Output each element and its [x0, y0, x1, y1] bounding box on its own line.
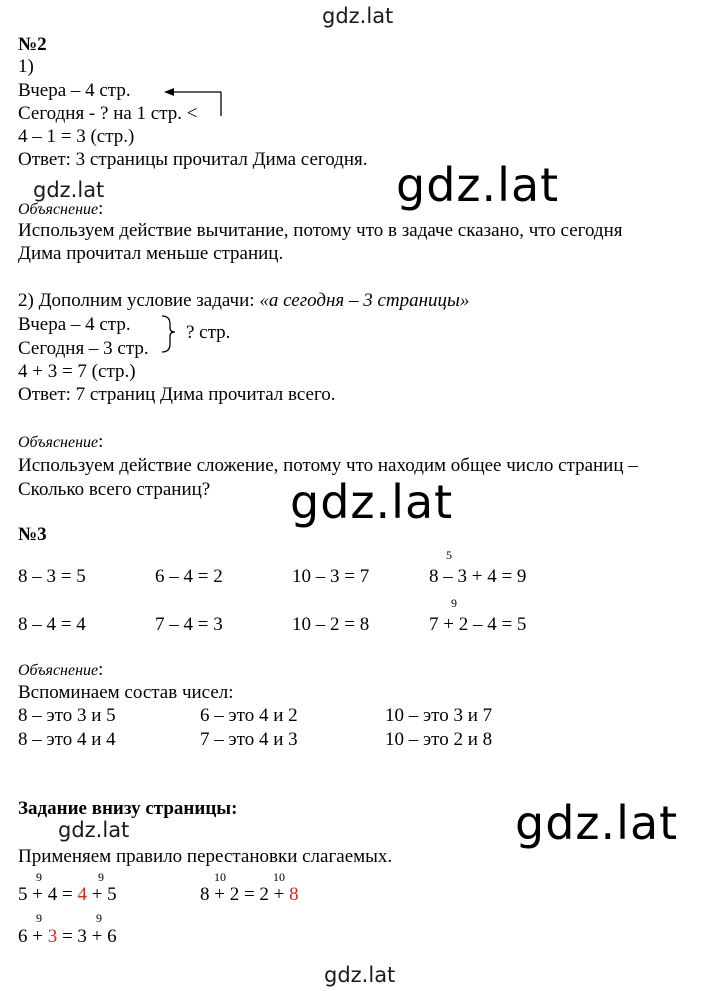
task2-part2-answer: Ответ: 7 страниц Дима прочитал всего. [18, 384, 336, 405]
task3-heading: №3 [18, 524, 47, 545]
task2-part2-calc: 4 + 3 = 7 (стр.) [18, 361, 136, 382]
task3-row2-expr2: 7 – 4 = 3 [155, 614, 223, 635]
watermark-small: gdz.lat [33, 178, 105, 202]
task2-part1-label: 1) [18, 56, 34, 77]
composition-item: 8 – это 4 и 4 [18, 729, 116, 750]
task2-part2-line2: Сегодня – 3 стр. [18, 338, 149, 359]
task3-row2-expr1: 8 – 4 = 4 [18, 614, 86, 635]
task3-row1-intermediate: 5 [446, 548, 452, 562]
watermark-small: gdz.lat [58, 818, 130, 842]
task2-part2-explanation-line1: Используем действие сложение, потому что находим общее число страниц – [18, 455, 638, 476]
task2-part2-intro: 2) Дополним условие задачи: «а сегодня – 3 страницы» [18, 290, 470, 311]
composition-item: 6 – это 4 и 2 [200, 705, 298, 726]
task2-part1-answer: Ответ: 3 страницы прочитал Дима сегодня. [18, 149, 368, 170]
composition-item: 8 – это 3 и 5 [18, 705, 116, 726]
task2-part1-line2: Сегодня - ? на 1 стр. < [18, 103, 198, 124]
task3-explanation-label: Объяснение: [18, 659, 104, 680]
arrow-head-icon [164, 88, 174, 96]
eq1-left-sum: 9 [36, 870, 42, 884]
brace-icon [162, 316, 175, 352]
task3-row2-intermediate: 9 [451, 596, 457, 610]
composition-item: 10 – это 3 и 7 [385, 705, 493, 726]
watermark-bottom: gdz.lat [324, 963, 396, 987]
task2-part1-explanation-line1: Используем действие вычитание, потому что в задаче сказано, что сегодня [18, 220, 623, 241]
equation-3: 6 + 3 = 3 + 6 [18, 926, 117, 947]
task2-part1-line1: Вчера – 4 стр. [18, 80, 131, 101]
composition-item: 10 – это 2 и 8 [385, 729, 493, 750]
task2-part1-explanation-label: Объяснение: [18, 198, 104, 219]
bottom-task-heading: Задание внизу страницы: [18, 798, 238, 819]
watermark-large: gdz.lat [396, 158, 560, 212]
task2-part2-explanation-line2: Сколько всего страниц? [18, 479, 211, 500]
task3-row1-expr3: 10 – 3 = 7 [292, 566, 370, 587]
task3-row1-expr2: 6 – 4 = 2 [155, 566, 223, 587]
eq3-left-sum: 9 [36, 911, 42, 925]
equation-2: 8 + 2 = 2 + 8 [200, 884, 299, 905]
watermark-top: gdz.lat [322, 4, 394, 28]
task2-part2-question: ? стр. [186, 322, 231, 343]
task2-heading: №2 [18, 34, 47, 55]
eq2-right-sum: 10 [273, 870, 285, 884]
task2-part2-explanation-label: Объяснение: [18, 431, 104, 452]
equation-1: 5 + 4 = 4 + 5 [18, 884, 117, 905]
task2-part2-line1: Вчера – 4 стр. [18, 314, 131, 335]
eq3-right-sum: 9 [96, 911, 102, 925]
task3-row2-expr3: 10 – 2 = 8 [292, 614, 370, 635]
task2-part1-explanation-line2: Дима прочитал меньше страниц. [18, 243, 284, 264]
watermark-large: gdz.lat [515, 796, 679, 850]
task2-part1-calc: 4 – 1 = 3 (стр.) [18, 126, 135, 147]
watermark-large: gdz.lat [290, 475, 454, 529]
task3-row1-expr4: 8 – 3 + 4 = 9 [429, 566, 527, 587]
task3-composition-title: Вспоминаем состав чисел: [18, 682, 234, 703]
task3-row1-expr1: 8 – 3 = 5 [18, 566, 86, 587]
composition-item: 7 – это 4 и 3 [200, 729, 298, 750]
task3-row2-expr4: 7 + 2 – 4 = 5 [429, 614, 527, 635]
eq2-left-sum: 10 [214, 870, 226, 884]
bottom-task-rule: Применяем правило перестановки слагаемых. [18, 846, 393, 867]
eq1-right-sum: 9 [98, 870, 104, 884]
